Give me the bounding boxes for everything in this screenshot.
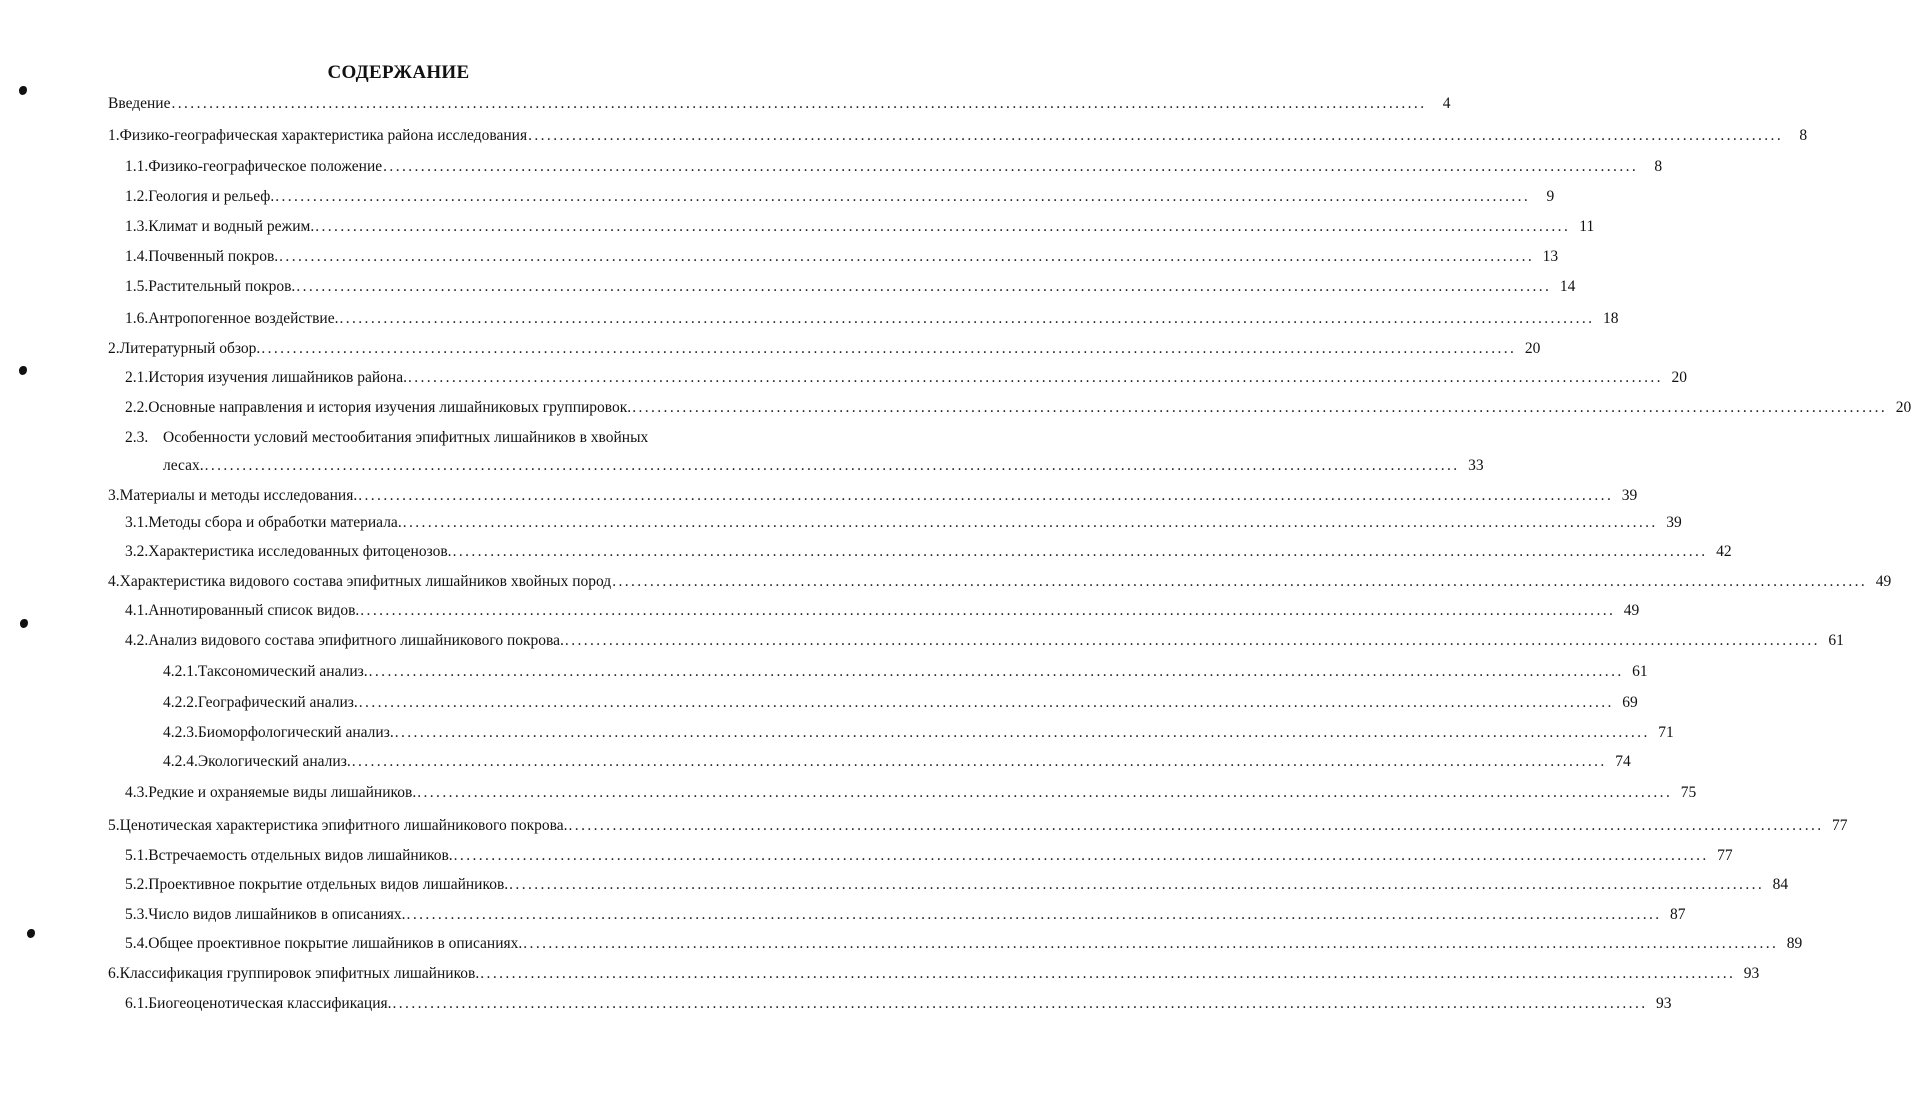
section-number: 1.1. bbox=[125, 158, 149, 175]
page-number: 49 bbox=[1875, 573, 1892, 590]
section-title: Проективное покрытие отдельных видов лишайников. bbox=[148, 876, 509, 893]
section-title: Введение bbox=[108, 95, 171, 112]
page-number: 42 bbox=[1716, 543, 1732, 560]
section-number: 5.3. bbox=[125, 906, 149, 923]
toc-entry[interactable] bbox=[125, 247, 1559, 267]
dot-leader: ........................................................................................................................................................................................................ bbox=[406, 906, 1662, 923]
page-number: 20 bbox=[1895, 399, 1911, 416]
page-number: 61 bbox=[1828, 632, 1844, 649]
section-title: Характеристика исследованных фитоценозов. bbox=[148, 543, 452, 560]
section-number: 4.1. bbox=[125, 602, 149, 619]
page-number: 77 bbox=[1832, 817, 1848, 834]
section-title: Общее проективное покрытие лишайников в описаниях. bbox=[148, 935, 523, 952]
page-number: 20 bbox=[1524, 340, 1541, 357]
section-title: Число видов лишайников в описаниях. bbox=[148, 906, 406, 923]
section-number: 1.2. bbox=[125, 188, 149, 205]
toc-entry[interactable] bbox=[125, 783, 1697, 803]
page-number: 8 bbox=[1799, 127, 1808, 144]
toc-entry[interactable] bbox=[163, 662, 1648, 682]
dot-leader: ........................................................................................................................................................................................................ bbox=[568, 817, 1824, 834]
dot-leader: ........................................................................................................................................................................................................ bbox=[351, 753, 1607, 770]
dot-leader: ........................................................................................................................................................................................................ bbox=[528, 127, 1784, 144]
toc-entry[interactable] bbox=[108, 816, 1848, 836]
dot-leader: ........................................................................................................................................................................................................ bbox=[453, 847, 1709, 864]
toc-entry[interactable] bbox=[125, 368, 1687, 388]
dot-leader: ........................................................................................................................................................................................................ bbox=[417, 784, 1673, 801]
toc-entry[interactable] bbox=[108, 94, 1451, 114]
section-title: Особенности условий местообитания эпифитных лишайников в хвойных bbox=[163, 429, 649, 446]
section-number: 1. bbox=[108, 127, 120, 144]
page-number: 49 bbox=[1623, 602, 1640, 619]
scan-mark bbox=[19, 86, 27, 95]
toc-entry[interactable] bbox=[125, 187, 1555, 207]
section-title: Встречаемость отдельных видов лишайников. bbox=[148, 847, 453, 864]
page-number: 18 bbox=[1602, 310, 1619, 327]
section-title: Физико-географическое положение bbox=[148, 158, 383, 175]
toc-entry[interactable] bbox=[125, 428, 743, 448]
section-number: 3.1. bbox=[125, 514, 149, 531]
section-number: 1.6. bbox=[125, 310, 149, 327]
section-number: 3.2. bbox=[125, 543, 149, 560]
toc-entry[interactable] bbox=[125, 157, 1663, 177]
page-number: 13 bbox=[1542, 248, 1559, 265]
dot-leader: ........................................................................................................................................................................................................ bbox=[564, 632, 1820, 649]
dot-leader: ........................................................................................................................................................................................................ bbox=[394, 724, 1650, 741]
page-number: 71 bbox=[1658, 724, 1674, 741]
dot-leader: ........................................................................................................................................................................................................ bbox=[402, 514, 1658, 531]
toc-entry[interactable] bbox=[163, 752, 1631, 772]
section-title: Методы сбора и обработки материала. bbox=[148, 514, 402, 531]
page-number: 84 bbox=[1772, 876, 1789, 893]
dot-leader: ........................................................................................................................................................................................................ bbox=[523, 935, 1779, 952]
toc-entry[interactable] bbox=[108, 486, 1638, 506]
page-number: 74 bbox=[1615, 753, 1631, 770]
section-number: 5.2. bbox=[125, 876, 149, 893]
section-number: 2. bbox=[108, 340, 120, 357]
page-number: 93 bbox=[1743, 965, 1760, 982]
dot-leader: ........................................................................................................................................................................................................ bbox=[358, 694, 1614, 711]
section-title: Основные направления и история изучения лишайниковых группировок. bbox=[148, 399, 632, 416]
section-title: Литературный обзор. bbox=[119, 340, 261, 357]
toc-entry[interactable] bbox=[108, 964, 1760, 984]
section-title: Материалы и методы исследования. bbox=[119, 487, 358, 504]
scan-mark bbox=[27, 929, 35, 938]
page-number: 93 bbox=[1656, 995, 1672, 1012]
page-number: 9 bbox=[1546, 188, 1555, 205]
section-number: 4.2.4. bbox=[163, 753, 198, 770]
section-title: Биогеоценотическая классификация. bbox=[148, 995, 392, 1012]
toc-entry[interactable] bbox=[125, 934, 1803, 954]
dot-leader: ........................................................................................................................................................................................................ bbox=[339, 310, 1595, 327]
section-title: Редкие и охраняемые виды лишайников. bbox=[148, 784, 417, 801]
toc-entry[interactable] bbox=[125, 277, 1576, 297]
toc-entry[interactable] bbox=[125, 217, 1595, 237]
section-number: 2.2. bbox=[125, 399, 149, 416]
dot-leader: ........................................................................................................................................................................................................ bbox=[612, 573, 1868, 590]
dot-leader: ........................................................................................................................................................................................................ bbox=[279, 248, 1535, 265]
section-number: 5. bbox=[108, 817, 120, 834]
dot-leader: ........................................................................................................................................................................................................ bbox=[261, 340, 1517, 357]
section-title-continuation: лесах. bbox=[163, 457, 204, 474]
page-number: 4 bbox=[1442, 95, 1451, 112]
section-number: 4.2.3. bbox=[163, 724, 198, 741]
section-number: 4. bbox=[108, 573, 120, 590]
section-title: Геология и рельеф. bbox=[148, 188, 275, 205]
page-number: 39 bbox=[1666, 514, 1682, 531]
toc-entry[interactable] bbox=[125, 601, 1640, 621]
scan-mark bbox=[19, 366, 27, 375]
page-number: 69 bbox=[1622, 694, 1638, 711]
toc-entry[interactable] bbox=[125, 905, 1686, 925]
section-title: Аннотированный список видов. bbox=[148, 602, 360, 619]
dot-leader: ........................................................................................................................................................................................................ bbox=[315, 218, 1571, 235]
section-title: Климат и водный режим. bbox=[148, 218, 315, 235]
section-number: 4.2.1. bbox=[163, 663, 198, 680]
dot-leader: ........................................................................................................................................................................................................ bbox=[171, 95, 1427, 112]
section-number: 2.3. bbox=[125, 429, 149, 446]
toc-entry[interactable] bbox=[125, 631, 1844, 651]
section-title: Таксономический анализ. bbox=[197, 663, 368, 680]
dot-leader: ........................................................................................................................................................................................................ bbox=[358, 487, 1614, 504]
dot-leader: ........................................................................................................................................................................................................ bbox=[480, 965, 1736, 982]
dot-leader: ........................................................................................................................................................................................................ bbox=[383, 158, 1639, 175]
scan-mark bbox=[20, 619, 28, 628]
section-title: История изучения лишайников района. bbox=[148, 369, 407, 386]
page-number: 89 bbox=[1786, 935, 1803, 952]
section-number: 5.4. bbox=[125, 935, 149, 952]
page-number: 33 bbox=[1468, 457, 1484, 474]
section-title: Биоморфологический анализ. bbox=[197, 724, 394, 741]
section-title: Экологический анализ. bbox=[197, 753, 351, 770]
section-number: 1.3. bbox=[125, 218, 149, 235]
section-number: 4.2. bbox=[125, 632, 149, 649]
toc-entry[interactable] bbox=[125, 875, 1789, 895]
dot-leader: ........................................................................................................................................................................................................ bbox=[452, 543, 1708, 560]
page-number: 87 bbox=[1670, 906, 1686, 923]
toc-entry[interactable] bbox=[108, 572, 1892, 592]
dot-leader: ........................................................................................................................................................................................................ bbox=[509, 876, 1765, 893]
dot-leader: ........................................................................................................................................................................................................ bbox=[368, 663, 1624, 680]
toc-entry[interactable] bbox=[125, 994, 1672, 1014]
section-title: Растительный покров. bbox=[148, 278, 296, 295]
section-title: Антропогенное воздействие. bbox=[148, 310, 339, 327]
page-number: 75 bbox=[1680, 784, 1697, 801]
section-title: Анализ видового состава эпифитного лишайникового покрова. bbox=[148, 632, 564, 649]
dot-leader: ........................................................................................................................................................................................................ bbox=[204, 457, 1460, 474]
page-number: 8 bbox=[1654, 158, 1663, 175]
toc-entry[interactable] bbox=[125, 542, 1732, 562]
dot-leader: ........................................................................................................................................................................................................ bbox=[632, 399, 1888, 416]
section-title: Физико-географическая характеристика района исследования bbox=[119, 127, 528, 144]
toc-entry[interactable] bbox=[108, 126, 1808, 146]
toc-entry[interactable] bbox=[108, 339, 1541, 359]
toc-entry[interactable] bbox=[163, 723, 1674, 743]
section-number: 5.1. bbox=[125, 847, 149, 864]
section-number: 4.3. bbox=[125, 784, 149, 801]
toc-entry[interactable] bbox=[125, 846, 1733, 866]
section-number: 4.2.2. bbox=[163, 694, 198, 711]
section-number: 1.5. bbox=[125, 278, 149, 295]
toc-entry-continuation[interactable] bbox=[163, 456, 1484, 476]
dot-leader: ........................................................................................................................................................................................................ bbox=[296, 278, 1552, 295]
section-number: 1.4. bbox=[125, 248, 149, 265]
section-title: Почвенный покров. bbox=[148, 248, 279, 265]
dot-leader: ........................................................................................................................................................................................................ bbox=[392, 995, 1648, 1012]
section-title: Географический анализ. bbox=[197, 694, 358, 711]
toc-entry[interactable] bbox=[125, 309, 1619, 329]
dot-leader: ........................................................................................................................................................................................................ bbox=[275, 188, 1531, 205]
dot-leader: ........................................................................................................................................................................................................ bbox=[407, 369, 1663, 386]
toc-entry[interactable] bbox=[163, 693, 1638, 713]
section-number: 6. bbox=[108, 965, 120, 982]
page-number: 14 bbox=[1559, 278, 1576, 295]
section-number: 2.1. bbox=[125, 369, 149, 386]
section-title: Характеристика видового состава эпифитных лишайников хвойных пород bbox=[119, 573, 612, 590]
section-number: 6.1. bbox=[125, 995, 149, 1012]
page-number: 39 bbox=[1621, 487, 1638, 504]
toc-entry[interactable] bbox=[125, 513, 1682, 533]
dot-leader: ........................................................................................................................................................................................................ bbox=[360, 602, 1616, 619]
page-number: 11 bbox=[1579, 218, 1595, 235]
page-number: 61 bbox=[1632, 663, 1648, 680]
page-number: 77 bbox=[1717, 847, 1733, 864]
page-title: СОДЕРЖАНИЕ bbox=[327, 62, 470, 83]
page-number: 20 bbox=[1671, 369, 1687, 386]
section-title: Ценотическая характеристика эпифитного лишайникового покрова. bbox=[119, 817, 568, 834]
section-title: Классификация группировок эпифитных лишайников. bbox=[119, 965, 480, 982]
toc-entry[interactable] bbox=[125, 398, 1911, 418]
section-number: 3. bbox=[108, 487, 120, 504]
